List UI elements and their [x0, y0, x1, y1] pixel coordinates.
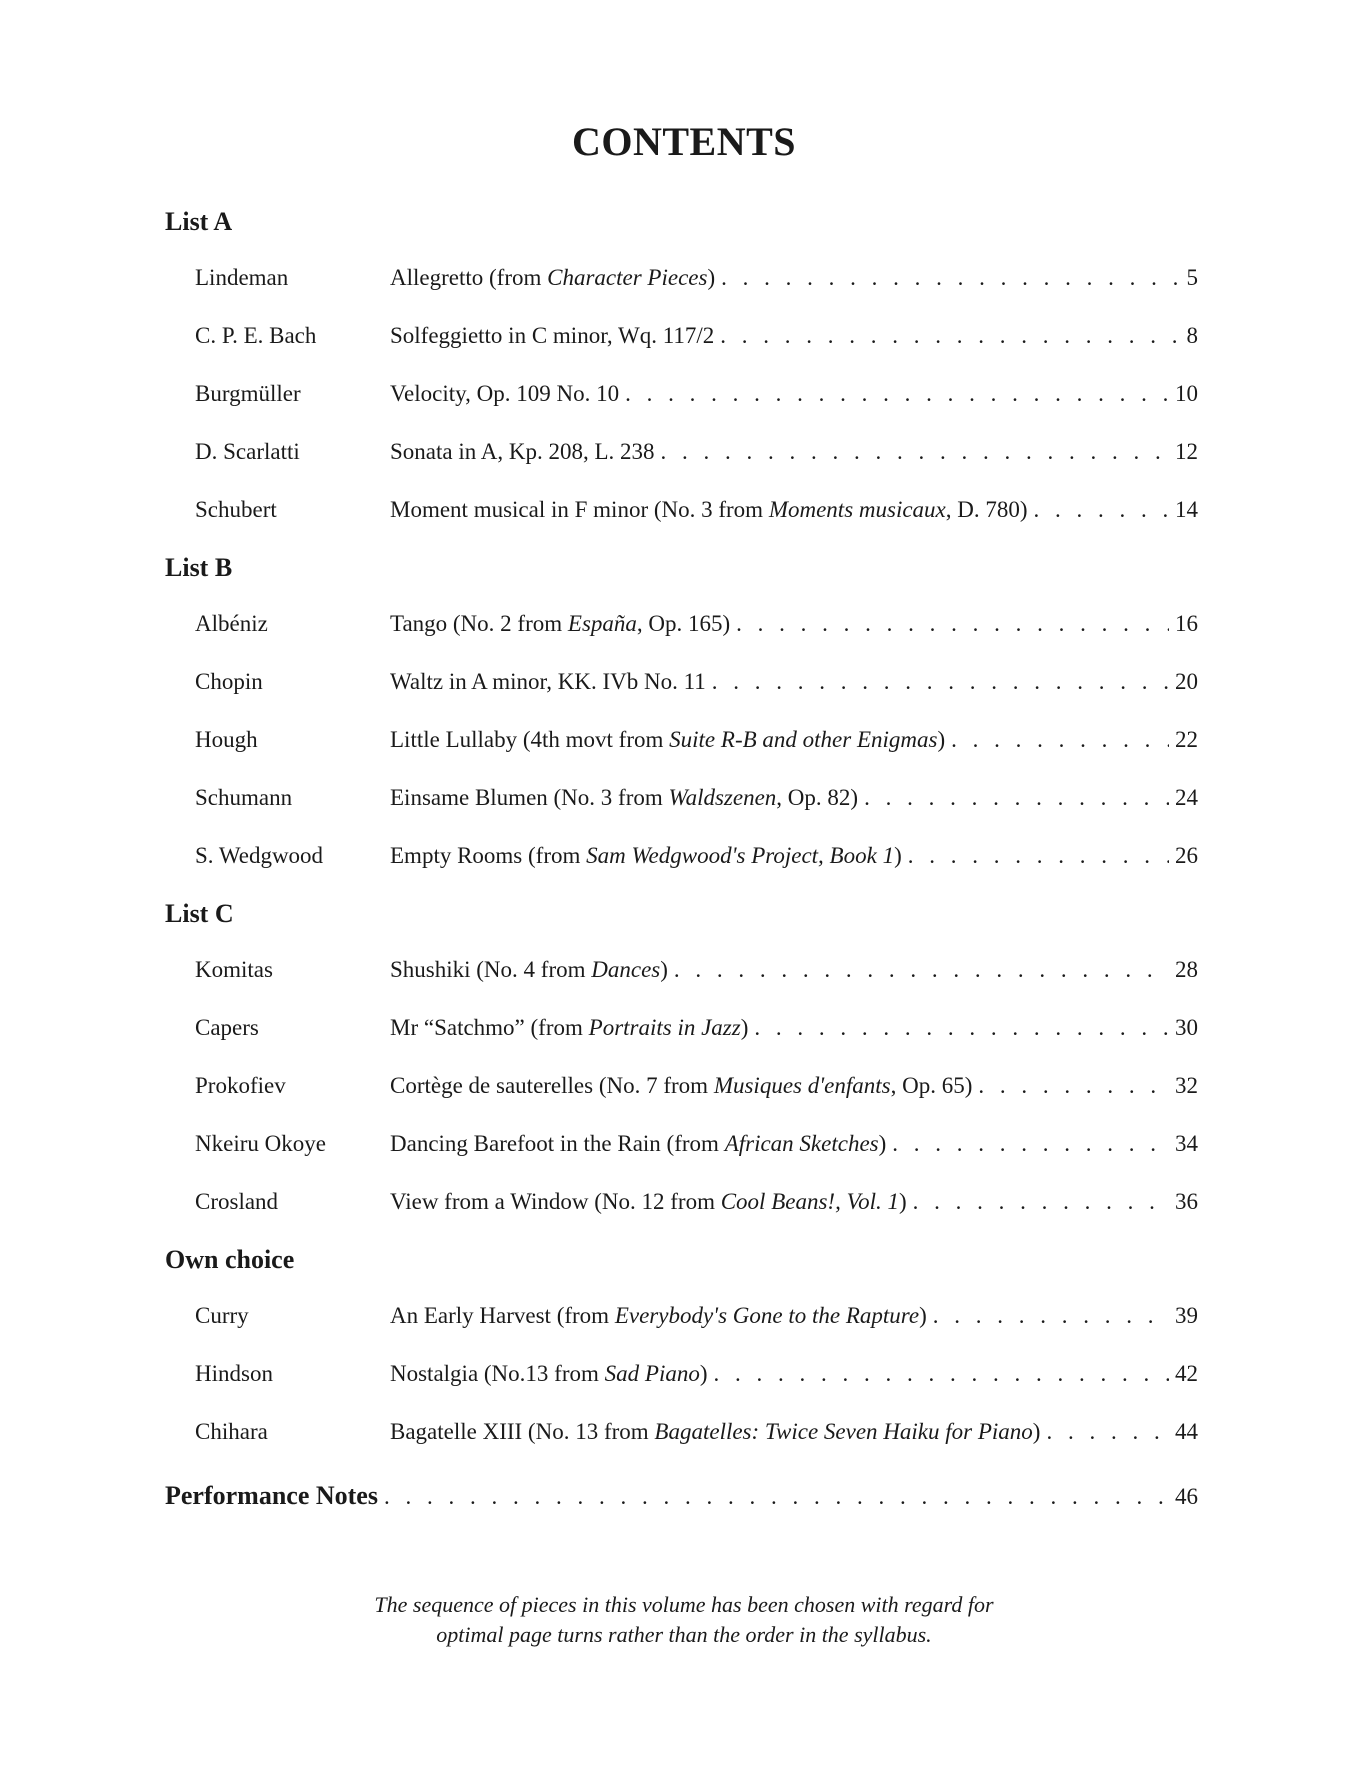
page-number: 42: [1175, 1361, 1198, 1386]
piece-title-text: An Early Harvest (from: [390, 1303, 615, 1328]
composer-name: Komitas: [195, 957, 273, 982]
dot-leader: [736, 608, 1169, 640]
page-number: 44: [1175, 1419, 1198, 1444]
toc-entry[interactable]: [195, 262, 1198, 294]
piece-title-suffix: ): [707, 265, 716, 290]
page-number: 22: [1175, 727, 1198, 752]
piece-title: [390, 320, 714, 352]
page-number: 12: [1175, 439, 1198, 464]
piece-title-text: Einsame Blumen (No. 3 from: [390, 785, 669, 810]
page-number: 30: [1175, 1015, 1198, 1040]
composer-name: Albéniz: [195, 611, 268, 636]
piece-title-text: Allegretto (from: [390, 265, 548, 290]
performance-notes-entry[interactable]: [165, 1478, 1198, 1514]
dot-leader: [933, 1300, 1169, 1332]
piece-line: [390, 1012, 1198, 1044]
piece-title-text: Moment musical in F minor (No. 3 from: [390, 497, 769, 522]
piece-title-text: Dancing Barefoot in the Rain (from: [390, 1131, 725, 1156]
composer-name: C. P. E. Bach: [195, 323, 317, 348]
composer-name: Prokofiev: [195, 1073, 286, 1098]
toc-entry[interactable]: [195, 320, 1198, 352]
dot-leader: [1034, 494, 1169, 526]
piece-line: [390, 666, 1198, 698]
piece-title-text: View from a Window (No. 12 from: [390, 1189, 721, 1214]
dot-leader: [892, 1128, 1169, 1160]
composer-name: Chopin: [195, 669, 263, 694]
composer-name: Hindson: [195, 1361, 273, 1386]
piece-title-text: Bagatelle XIII (No. 13 from: [390, 1419, 655, 1444]
piece-title-text: Cortège de sauterelles (No. 7 from: [390, 1073, 714, 1098]
dot-leader: [674, 954, 1169, 986]
composer-name: S. Wedgwood: [195, 843, 324, 868]
piece-title: [390, 1300, 927, 1332]
collection-title: Character Pieces: [547, 265, 708, 290]
toc-entry[interactable]: [195, 724, 1198, 756]
toc-entry[interactable]: [195, 782, 1198, 814]
dot-leader: [864, 782, 1169, 814]
composer-name: Hough: [195, 727, 258, 752]
piece-title-suffix: ): [660, 957, 668, 982]
piece-title-text: Little Lullaby (4th movt from: [390, 727, 670, 752]
piece-title: [390, 954, 668, 986]
section-heading: List B: [165, 553, 233, 582]
toc-entry[interactable]: [195, 840, 1198, 872]
dot-leader: [712, 666, 1169, 698]
piece-title: [390, 436, 655, 468]
piece-title-text: Velocity, Op. 109 No. 10: [390, 381, 620, 406]
page-number: 16: [1175, 611, 1198, 636]
section-heading: List A: [165, 207, 233, 236]
page-number: 39: [1175, 1303, 1198, 1328]
composer-name: Curry: [195, 1303, 249, 1328]
piece-title-suffix: ): [919, 1303, 927, 1328]
collection-title: Dances: [591, 957, 661, 982]
page-number: 14: [1175, 497, 1198, 522]
piece-title: [390, 724, 945, 756]
piece-title-suffix: ): [699, 1361, 708, 1386]
piece-title-suffix: , Op. 82): [776, 785, 859, 810]
toc-entry[interactable]: [195, 1416, 1198, 1448]
toc-entry[interactable]: [195, 1012, 1198, 1044]
dot-leader: [1046, 1416, 1169, 1448]
dot-leader: [754, 1012, 1169, 1044]
collection-title: African Sketches: [724, 1131, 879, 1156]
piece-title: [390, 1358, 708, 1390]
piece-line: [390, 1128, 1198, 1160]
toc-entry[interactable]: [195, 494, 1198, 526]
piece-title-text: Waltz in A minor, KK. IVb No. 11: [390, 669, 706, 694]
page-number: 32: [1175, 1073, 1198, 1098]
piece-title-suffix: ): [937, 727, 946, 752]
piece-line: [390, 1070, 1198, 1102]
piece-title-suffix: ): [878, 1131, 887, 1156]
collection-title: Portraits in Jazz: [588, 1015, 741, 1040]
composer-name: D. Scarlatti: [195, 439, 300, 464]
piece-line: [390, 320, 1198, 352]
piece-title-suffix: , Op. 165): [636, 611, 731, 636]
collection-title: Suite R-B and other Enigmas: [669, 727, 938, 752]
piece-title-suffix: , Op. 65): [890, 1073, 973, 1098]
section-heading: Own choice: [165, 1245, 295, 1274]
piece-title: [390, 840, 902, 872]
collection-title: Moments musicaux: [768, 497, 946, 522]
page-number: 28: [1175, 957, 1198, 982]
piece-title-suffix: ): [1032, 1419, 1041, 1444]
piece-line: [390, 608, 1198, 640]
dot-leader: [714, 1358, 1169, 1390]
composer-name: Crosland: [195, 1189, 279, 1214]
section-heading: List C: [165, 899, 234, 928]
piece-line: [390, 1300, 1198, 1332]
composer-name: Burgmüller: [195, 381, 301, 406]
piece-line: [390, 1358, 1198, 1390]
collection-title: Cool Beans!, Vol. 1: [720, 1189, 899, 1214]
piece-title-text: Shushiki (No. 4 from: [390, 957, 592, 982]
piece-line: [390, 1416, 1198, 1448]
piece-line: [390, 378, 1198, 410]
dot-leader: [721, 262, 1180, 294]
piece-title: [390, 1186, 907, 1218]
piece-line: [390, 954, 1198, 986]
page-number: 20: [1175, 669, 1198, 694]
collection-title: Sad Piano: [604, 1361, 700, 1386]
toc-entry[interactable]: [195, 666, 1198, 698]
piece-title: [390, 1012, 748, 1044]
page-number: 36: [1175, 1189, 1198, 1214]
footnote-line: The sequence of pieces in this volume has been chosen with regard for: [374, 1592, 994, 1617]
footnote-line: optimal page turns rather than the order in the syllabus.: [436, 1622, 932, 1647]
toc-entry[interactable]: [195, 1358, 1198, 1390]
composer-name: Chihara: [195, 1419, 268, 1444]
piece-title: [390, 378, 619, 410]
toc-entry[interactable]: [195, 1128, 1198, 1160]
dot-leader: [978, 1070, 1169, 1102]
page-number: 26: [1175, 843, 1198, 868]
piece-title: [390, 782, 858, 814]
page-number: 24: [1175, 785, 1198, 810]
piece-title: [390, 666, 706, 698]
piece-line: [390, 840, 1198, 872]
composer-name: Nkeiru Okoye: [195, 1131, 326, 1156]
piece-title-suffix: , D. 780): [945, 497, 1028, 522]
toc-entry[interactable]: [195, 1300, 1198, 1332]
piece-title: [390, 1128, 886, 1160]
piece-line: [390, 782, 1198, 814]
toc-entry[interactable]: [195, 608, 1198, 640]
composer-name: Lindeman: [195, 265, 289, 290]
piece-line: [390, 724, 1198, 756]
collection-title: Everybody's Gone to the Rapture: [614, 1303, 920, 1328]
piece-title-text: Mr “Satchmo” (from: [390, 1015, 589, 1040]
page-number: 8: [1186, 323, 1198, 348]
dot-leader: [908, 840, 1169, 872]
piece-title: [390, 1070, 972, 1102]
toc-entry[interactable]: [195, 1186, 1198, 1218]
dot-leader: [951, 724, 1169, 756]
collection-title: Bagatelles: Twice Seven Haiku for Piano: [654, 1419, 1033, 1444]
piece-line: [390, 436, 1198, 468]
piece-title-text: Nostalgia (No.13 from: [390, 1361, 605, 1386]
toc-entry[interactable]: [195, 436, 1198, 468]
page-number: 10: [1175, 381, 1198, 406]
piece-line: [390, 262, 1198, 294]
piece-title-suffix: ): [894, 843, 902, 868]
dot-leader: [625, 378, 1169, 410]
performance-notes-label: Performance Notes: [165, 1481, 378, 1510]
page-number: 34: [1175, 1131, 1198, 1156]
piece-title-text: Tango (No. 2 from: [390, 611, 568, 636]
piece-title: [390, 608, 730, 640]
dot-leader: [720, 320, 1180, 352]
toc-entry[interactable]: [195, 378, 1198, 410]
piece-title-suffix: ): [898, 1189, 907, 1214]
collection-title: España: [567, 611, 637, 636]
collection-title: Sam Wedgwood's Project, Book 1: [586, 843, 895, 868]
composer-name: Schumann: [195, 785, 293, 810]
dot-leader: [384, 1479, 1169, 1515]
piece-title: [390, 262, 715, 294]
page-number: 5: [1186, 265, 1198, 290]
toc-entry[interactable]: [195, 1070, 1198, 1102]
piece-title: [390, 494, 1028, 526]
dot-leader: [661, 436, 1170, 468]
dot-leader: [913, 1186, 1169, 1218]
piece-title-text: Sonata in A, Kp. 208, L. 238: [390, 439, 655, 464]
piece-title: [390, 1416, 1040, 1448]
piece-line: [390, 494, 1198, 526]
piece-title-text: Empty Rooms (from: [390, 843, 587, 868]
sequence-footnote: [0, 1590, 1368, 1650]
page-title: CONTENTS: [571, 119, 797, 164]
composer-name: Schubert: [195, 497, 277, 522]
collection-title: Musiques d'enfants: [713, 1073, 891, 1098]
page-number: 46: [1175, 1484, 1198, 1509]
piece-title-suffix: ): [740, 1015, 749, 1040]
composer-name: Capers: [195, 1015, 259, 1040]
piece-title-text: Solfeggietto in C minor, Wq. 117/2: [390, 323, 715, 348]
collection-title: Waldszenen: [668, 785, 777, 810]
toc-entry[interactable]: [195, 954, 1198, 986]
piece-line: [390, 1186, 1198, 1218]
